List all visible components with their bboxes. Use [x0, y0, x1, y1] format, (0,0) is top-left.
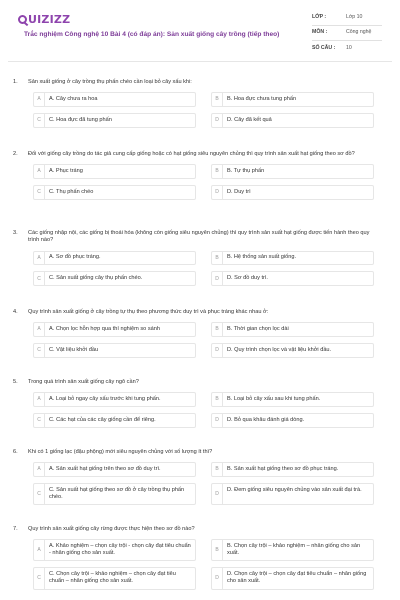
meta-value: Lớp 10 [346, 13, 363, 20]
answer-option[interactable] [211, 185, 374, 200]
option-text: D. Cây đã kết quả [227, 116, 272, 123]
option-letter: B [212, 540, 223, 560]
option-letter: A [34, 165, 45, 178]
option-text: A. Khảo nghiệm – chọn cây trội - chọn cây đạt tiêu chuẩn - nhân giống cho sản xuất. [49, 543, 191, 557]
option-letter: A [34, 252, 45, 265]
answer-option[interactable] [33, 164, 196, 179]
option-text: B. Thời gian chọn lọc dài [227, 326, 289, 333]
option-text: D. Duy trì [227, 188, 251, 195]
answer-option[interactable] [33, 343, 196, 358]
answer-options [8, 462, 392, 505]
meta-row-subject [312, 26, 382, 42]
answer-option[interactable] [211, 462, 374, 477]
answer-option[interactable] [211, 483, 374, 505]
option-letter: C [34, 484, 45, 504]
option-letter: C [34, 414, 45, 427]
option-letter: B [212, 165, 223, 178]
answer-options [8, 392, 392, 428]
option-letter: B [212, 393, 223, 406]
option-text: C. Sản xuất hạt giống theo sơ đồ ở cây trồng thụ phấn chéo. [49, 486, 185, 501]
worksheet-meta-table [312, 10, 382, 57]
option-text: A. Chọn lọc hỗn hợp qua thí nghiệm so sánh [49, 326, 160, 333]
option-text: B. Sản xuất hạt giống theo sơ đồ phục tráng. [227, 466, 339, 473]
answer-option[interactable] [211, 392, 374, 407]
question-number: 6. [13, 449, 18, 455]
option-letter: C [34, 114, 45, 127]
option-letter: C [34, 186, 45, 199]
answer-options [8, 251, 392, 287]
meta-key: SỐ CÂU : [312, 45, 336, 52]
option-text: D. Quy trình chọn lọc và vật liệu khởi đầu. [227, 346, 332, 353]
option-letter: D [212, 114, 223, 127]
question-text: Quy trình sản xuất giống cây rừng được thực hiện theo sơ đồ nào? [28, 526, 195, 532]
answer-option[interactable] [211, 164, 374, 179]
question-number: 1. [13, 79, 18, 85]
answer-options [8, 322, 392, 358]
option-text: D. Đem giống siêu nguyên chủng vào sản xuất đại trà. [227, 486, 362, 493]
answer-option[interactable] [211, 322, 374, 337]
answer-option[interactable] [33, 462, 196, 477]
option-letter: C [34, 568, 45, 588]
option-text: C. Hoa đực đã tung phấn [49, 116, 112, 123]
option-text: A. Sản xuất hạt giống trên theo sơ đồ duy trì. [49, 466, 161, 473]
option-text: C. Các hạt của các cây giống cần để riêng. [49, 416, 156, 423]
meta-key: MÔN : [312, 29, 328, 36]
question-list [8, 79, 392, 590]
answer-options [8, 539, 392, 589]
question-item [8, 309, 392, 379]
meta-key: LỚP : [312, 13, 327, 20]
option-letter: B [212, 93, 223, 106]
logo-q-icon [18, 15, 27, 24]
question-item [8, 151, 392, 230]
question-item [8, 379, 392, 449]
worksheet-title: Trắc nghiệm Công nghệ 10 Bài 4 (có đáp án): Sản xuất giống cây trồng (tiếp theo) [24, 31, 280, 38]
option-letter: B [212, 323, 223, 336]
option-text: D. Chọn cây trội – chọn cây đạt tiêu chuẩn – nhân giống cho sản xuất. [227, 571, 367, 585]
answer-option[interactable] [211, 567, 374, 589]
answer-option[interactable] [33, 322, 196, 337]
question-item [8, 79, 392, 151]
question-text: Quy trình sản xuất giống ở cây trồng tự thụ theo phương thức duy trì và phục tráng khác nhau ở: [28, 309, 269, 315]
option-letter: D [212, 186, 223, 199]
answer-option[interactable] [33, 271, 196, 286]
question-number: 3. [13, 230, 18, 236]
answer-option[interactable] [33, 567, 196, 589]
question-text: Trong quá trình sản xuất giống cây ngô cần? [28, 379, 139, 385]
question-text: Các giống nhập nội, các giống bị thoái hóa (không còn giống siêu nguyên chủng) thì quy trình sản xuất hạt giống được tiến hành theo quy trình nào? [28, 230, 370, 244]
answer-option[interactable] [211, 251, 374, 266]
option-letter: D [212, 414, 223, 427]
option-letter: D [212, 484, 223, 504]
question-item [8, 449, 392, 526]
question-text: Sản xuất giống ở cây trồng thụ phấn chéo cần loại bỏ cây xấu khi: [28, 79, 192, 85]
answer-option[interactable] [33, 251, 196, 266]
option-text: C. Vật liệu khởi đầu [49, 346, 99, 353]
quizizz-logo [18, 13, 70, 27]
meta-row-grade [312, 10, 382, 26]
question-item [8, 230, 392, 309]
option-letter: A [34, 463, 45, 476]
question-number: 2. [13, 151, 18, 157]
question-number: 4. [13, 309, 18, 315]
answer-options [8, 164, 392, 200]
option-letter: D [212, 344, 223, 357]
option-letter: D [212, 568, 223, 588]
meta-value: 10 [346, 45, 352, 52]
option-text: C. Sản xuất giống cây thụ phấn chéo. [49, 275, 143, 282]
answer-option[interactable] [33, 413, 196, 428]
answer-options [8, 92, 392, 128]
option-text: D. Bỏ qua khâu đánh giá dòng. [227, 416, 305, 423]
question-item [8, 526, 392, 590]
option-text: C. Chọn cây trội – khảo nghiệm – chọn cây đạt tiêu chuẩn – nhân giống cho sản xuất. [49, 571, 176, 585]
option-letter: A [34, 93, 45, 106]
option-text: C. Thụ phấn chéo [49, 188, 94, 195]
meta-value: Công nghệ [346, 29, 372, 36]
answer-option[interactable] [33, 92, 196, 107]
answer-option[interactable] [211, 92, 374, 107]
answer-option[interactable] [33, 539, 196, 561]
option-text: A. Phục tráng [49, 168, 83, 175]
logo-text: UIZIZZ [28, 13, 71, 26]
option-text: D. Sơ đồ duy trì. [227, 275, 268, 282]
answer-option[interactable] [211, 113, 374, 128]
question-text: Đối với giống cây trồng do tác giả cung cấp giống hoặc có hạt giống siêu nguyên chủng thì quy trình sản xuất hạt giống theo sơ đồ? [28, 151, 355, 157]
answer-option[interactable] [33, 483, 196, 505]
option-letter: D [212, 272, 223, 285]
answer-option[interactable] [211, 271, 374, 286]
answer-option[interactable] [33, 392, 196, 407]
option-text: B. Loại bỏ cây xấu sau khi tung phấn. [227, 396, 321, 403]
option-text: A. Cây chưa ra hoa [49, 96, 98, 103]
question-number: 7. [13, 526, 18, 532]
question-text: Khi có 1 giống lạc (đậu phộng) mới siêu nguyên chủng với số lượng ít thì? [28, 449, 213, 455]
answer-option[interactable] [211, 343, 374, 358]
meta-row-question-count [312, 41, 382, 57]
worksheet-header [8, 0, 392, 62]
option-text: B. Chọn cây trội – khảo nghiệm – nhân giống cho sản xuất. [227, 543, 361, 557]
option-letter: B [212, 463, 223, 476]
answer-option[interactable] [33, 113, 196, 128]
question-number: 5. [13, 379, 18, 385]
option-letter: A [34, 540, 45, 560]
answer-option[interactable] [33, 185, 196, 200]
option-text: A. Sơ đồ phục tráng. [49, 254, 101, 261]
option-letter: B [212, 252, 223, 265]
answer-option[interactable] [211, 413, 374, 428]
option-text: B. Tự thụ phấn [227, 168, 265, 175]
option-text: A. Loại bỏ ngay cây xấu trước khi tung phấn. [49, 396, 161, 403]
option-letter: C [34, 272, 45, 285]
option-letter: C [34, 344, 45, 357]
option-text: B. Hệ thống sản xuất giống. [227, 254, 297, 261]
option-letter: A [34, 323, 45, 336]
option-letter: A [34, 393, 45, 406]
answer-option[interactable] [211, 539, 374, 561]
option-text: B. Hoa đực chưa tung phấn [227, 96, 297, 103]
